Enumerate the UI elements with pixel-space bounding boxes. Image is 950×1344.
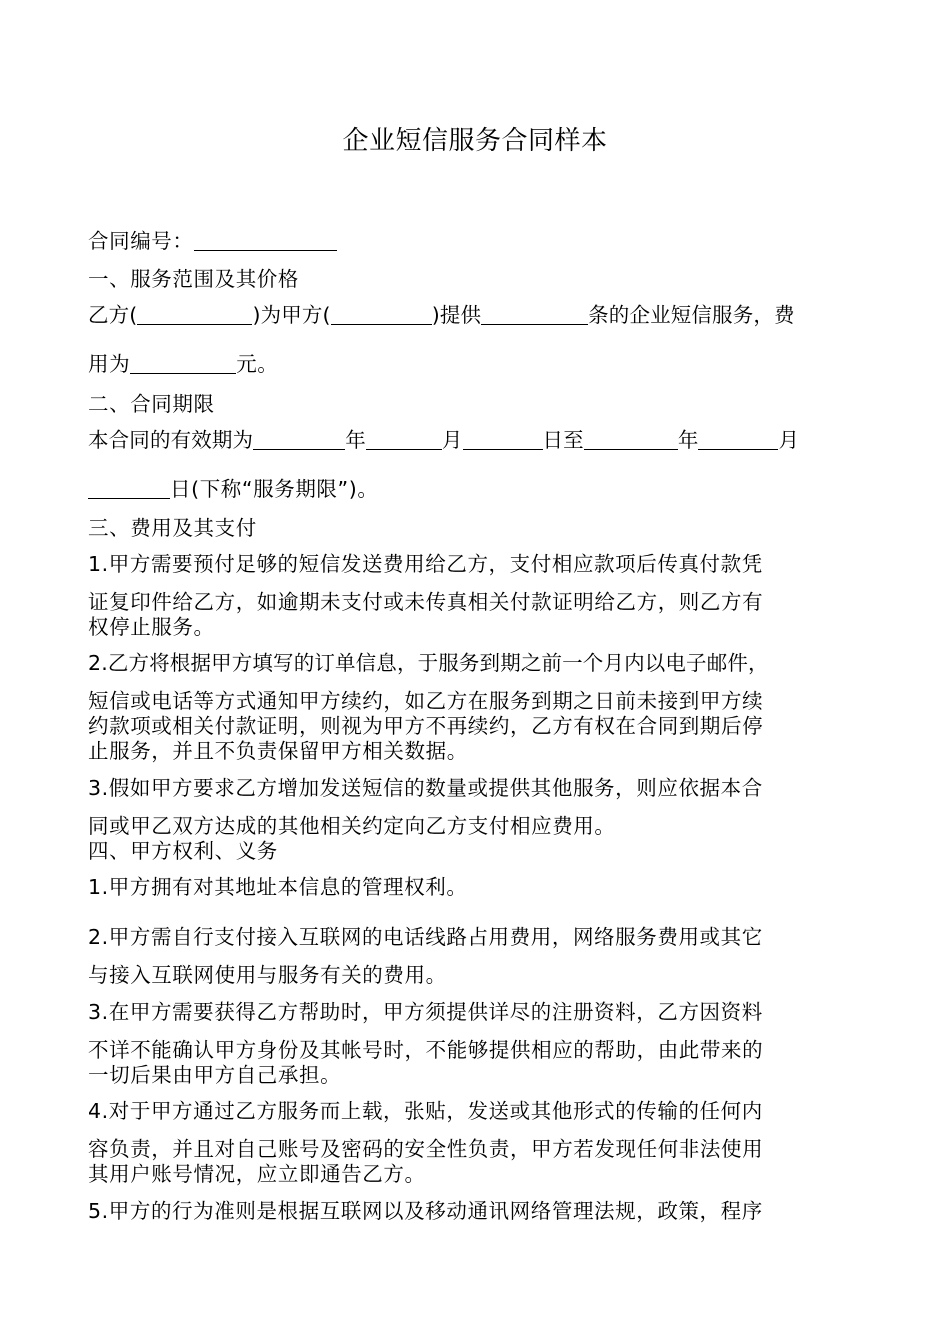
section-4-heading: 四、甲方权利、义务 — [88, 839, 278, 863]
section-4-item-5-line-1: 5.甲方的行为准则是根据互联网以及移动通讯网络管理法规，政策，程序 — [88, 1199, 763, 1223]
end-month-label: 月 — [778, 428, 800, 452]
section-4-item-4-line-1: 4.对于甲方通过乙方服务而上载，张贴，发送或其他形式的传输的任何内 — [88, 1099, 763, 1123]
section-3-item-2-line-3: 约款项或相关付款证明，则视为甲方不再续约，乙方有权在合同到期后停 — [88, 714, 764, 738]
service-period-text: 日(下称“服务期限”)。 — [170, 477, 379, 501]
party-a-text: )为甲方( — [252, 303, 331, 327]
section-3-item-1-line-2: 证复印件给乙方，如逾期未支付或未传真相关付款证明给乙方，则乙方有 — [88, 590, 764, 614]
party-b-blank — [137, 304, 252, 326]
fee-text: 用为 — [88, 352, 131, 376]
validity-text: 本合同的有效期为 — [88, 428, 254, 452]
start-year-label: 年 — [345, 428, 366, 452]
section-3-item-2-line-2: 短信或电话等方式通知甲方续约，如乙方在服务到期之日前未接到甲方续 — [88, 689, 764, 713]
section-4-item-3-line-3: 一切后果由甲方自己承担。 — [88, 1063, 342, 1087]
section-3-heading: 三、费用及其支付 — [88, 516, 257, 540]
section-4-item-2-line-1: 2.甲方需自行支付接入互联网的电话线路占用费用，网络服务费用或其它 — [88, 925, 763, 949]
party-a-blank — [331, 304, 432, 326]
end-month-blank — [698, 429, 778, 451]
start-year-blank — [253, 429, 345, 451]
section-1-heading: 一、服务范围及其价格 — [88, 267, 299, 291]
start-month-blank — [366, 429, 442, 451]
section-4-item-4-line-2: 容负责，并且对自己账号及密码的安全性负责，甲方若发现任何非法使用 — [88, 1137, 764, 1161]
section-4-item-3-line-2: 不详不能确认甲方身份及其帐号时，不能够提供相应的帮助，由此带来的 — [88, 1038, 764, 1062]
section-4-item-2-line-2: 与接入互联网使用与服务有关的费用。 — [88, 963, 447, 987]
section-2-line-2 — [88, 472, 378, 502]
day-to-label: 日至 — [542, 428, 584, 452]
yuan-text: 元。 — [236, 352, 279, 376]
section-1-line-2 — [88, 347, 278, 377]
section-4-item-3-line-1: 3.在甲方需要获得乙方帮助时，甲方须提供详尽的注册资料，乙方因资料 — [88, 1000, 763, 1024]
section-3-item-1-line-1: 1.甲方需要预付足够的短信发送费用给乙方，支付相应款项后传真付款凭 — [88, 552, 763, 576]
section-4-item-1-line-1: 1.甲方拥有对其地址本信息的管理权利。 — [88, 875, 468, 899]
sms-count-blank — [481, 304, 588, 326]
contract-number-line — [88, 224, 337, 254]
start-month-label: 月 — [441, 428, 463, 452]
provide-text: )提供 — [431, 303, 482, 327]
section-3-item-2-line-4: 止服务，并且不负责保留甲方相关数据。 — [88, 739, 468, 763]
section-2-line-1 — [88, 423, 799, 453]
end-year-blank — [584, 429, 678, 451]
section-1-line-1 — [88, 298, 795, 328]
start-day-blank — [463, 429, 543, 451]
section-2-heading: 二、合同期限 — [88, 392, 215, 416]
section-3-item-2-line-1: 2.乙方将根据甲方填写的订单信息，于服务到期之前一个月内以电子邮件， — [88, 651, 769, 675]
sms-service-text: 条的企业短信服务，费 — [588, 303, 795, 327]
document-title: 企业短信服务合同样本 — [342, 126, 608, 156]
contract-number-blank — [194, 230, 337, 252]
fee-blank — [130, 353, 236, 375]
end-day-blank — [88, 478, 170, 500]
section-4-item-4-line-3: 其用户账号情况，应立即通告乙方。 — [88, 1162, 426, 1186]
section-3-item-1-line-3: 权停止服务。 — [88, 615, 215, 639]
end-year-label: 年 — [677, 428, 699, 452]
contract-number-label: 合同编号： — [88, 229, 194, 253]
section-3-item-3-line-1: 3.假如甲方要求乙方增加发送短信的数量或提供其他服务，则应依据本合 — [88, 776, 763, 800]
party-b-text: 乙方( — [88, 303, 138, 327]
section-3-item-3-line-2: 同或甲乙双方达成的其他相关约定向乙方支付相应费用。 — [88, 814, 616, 838]
